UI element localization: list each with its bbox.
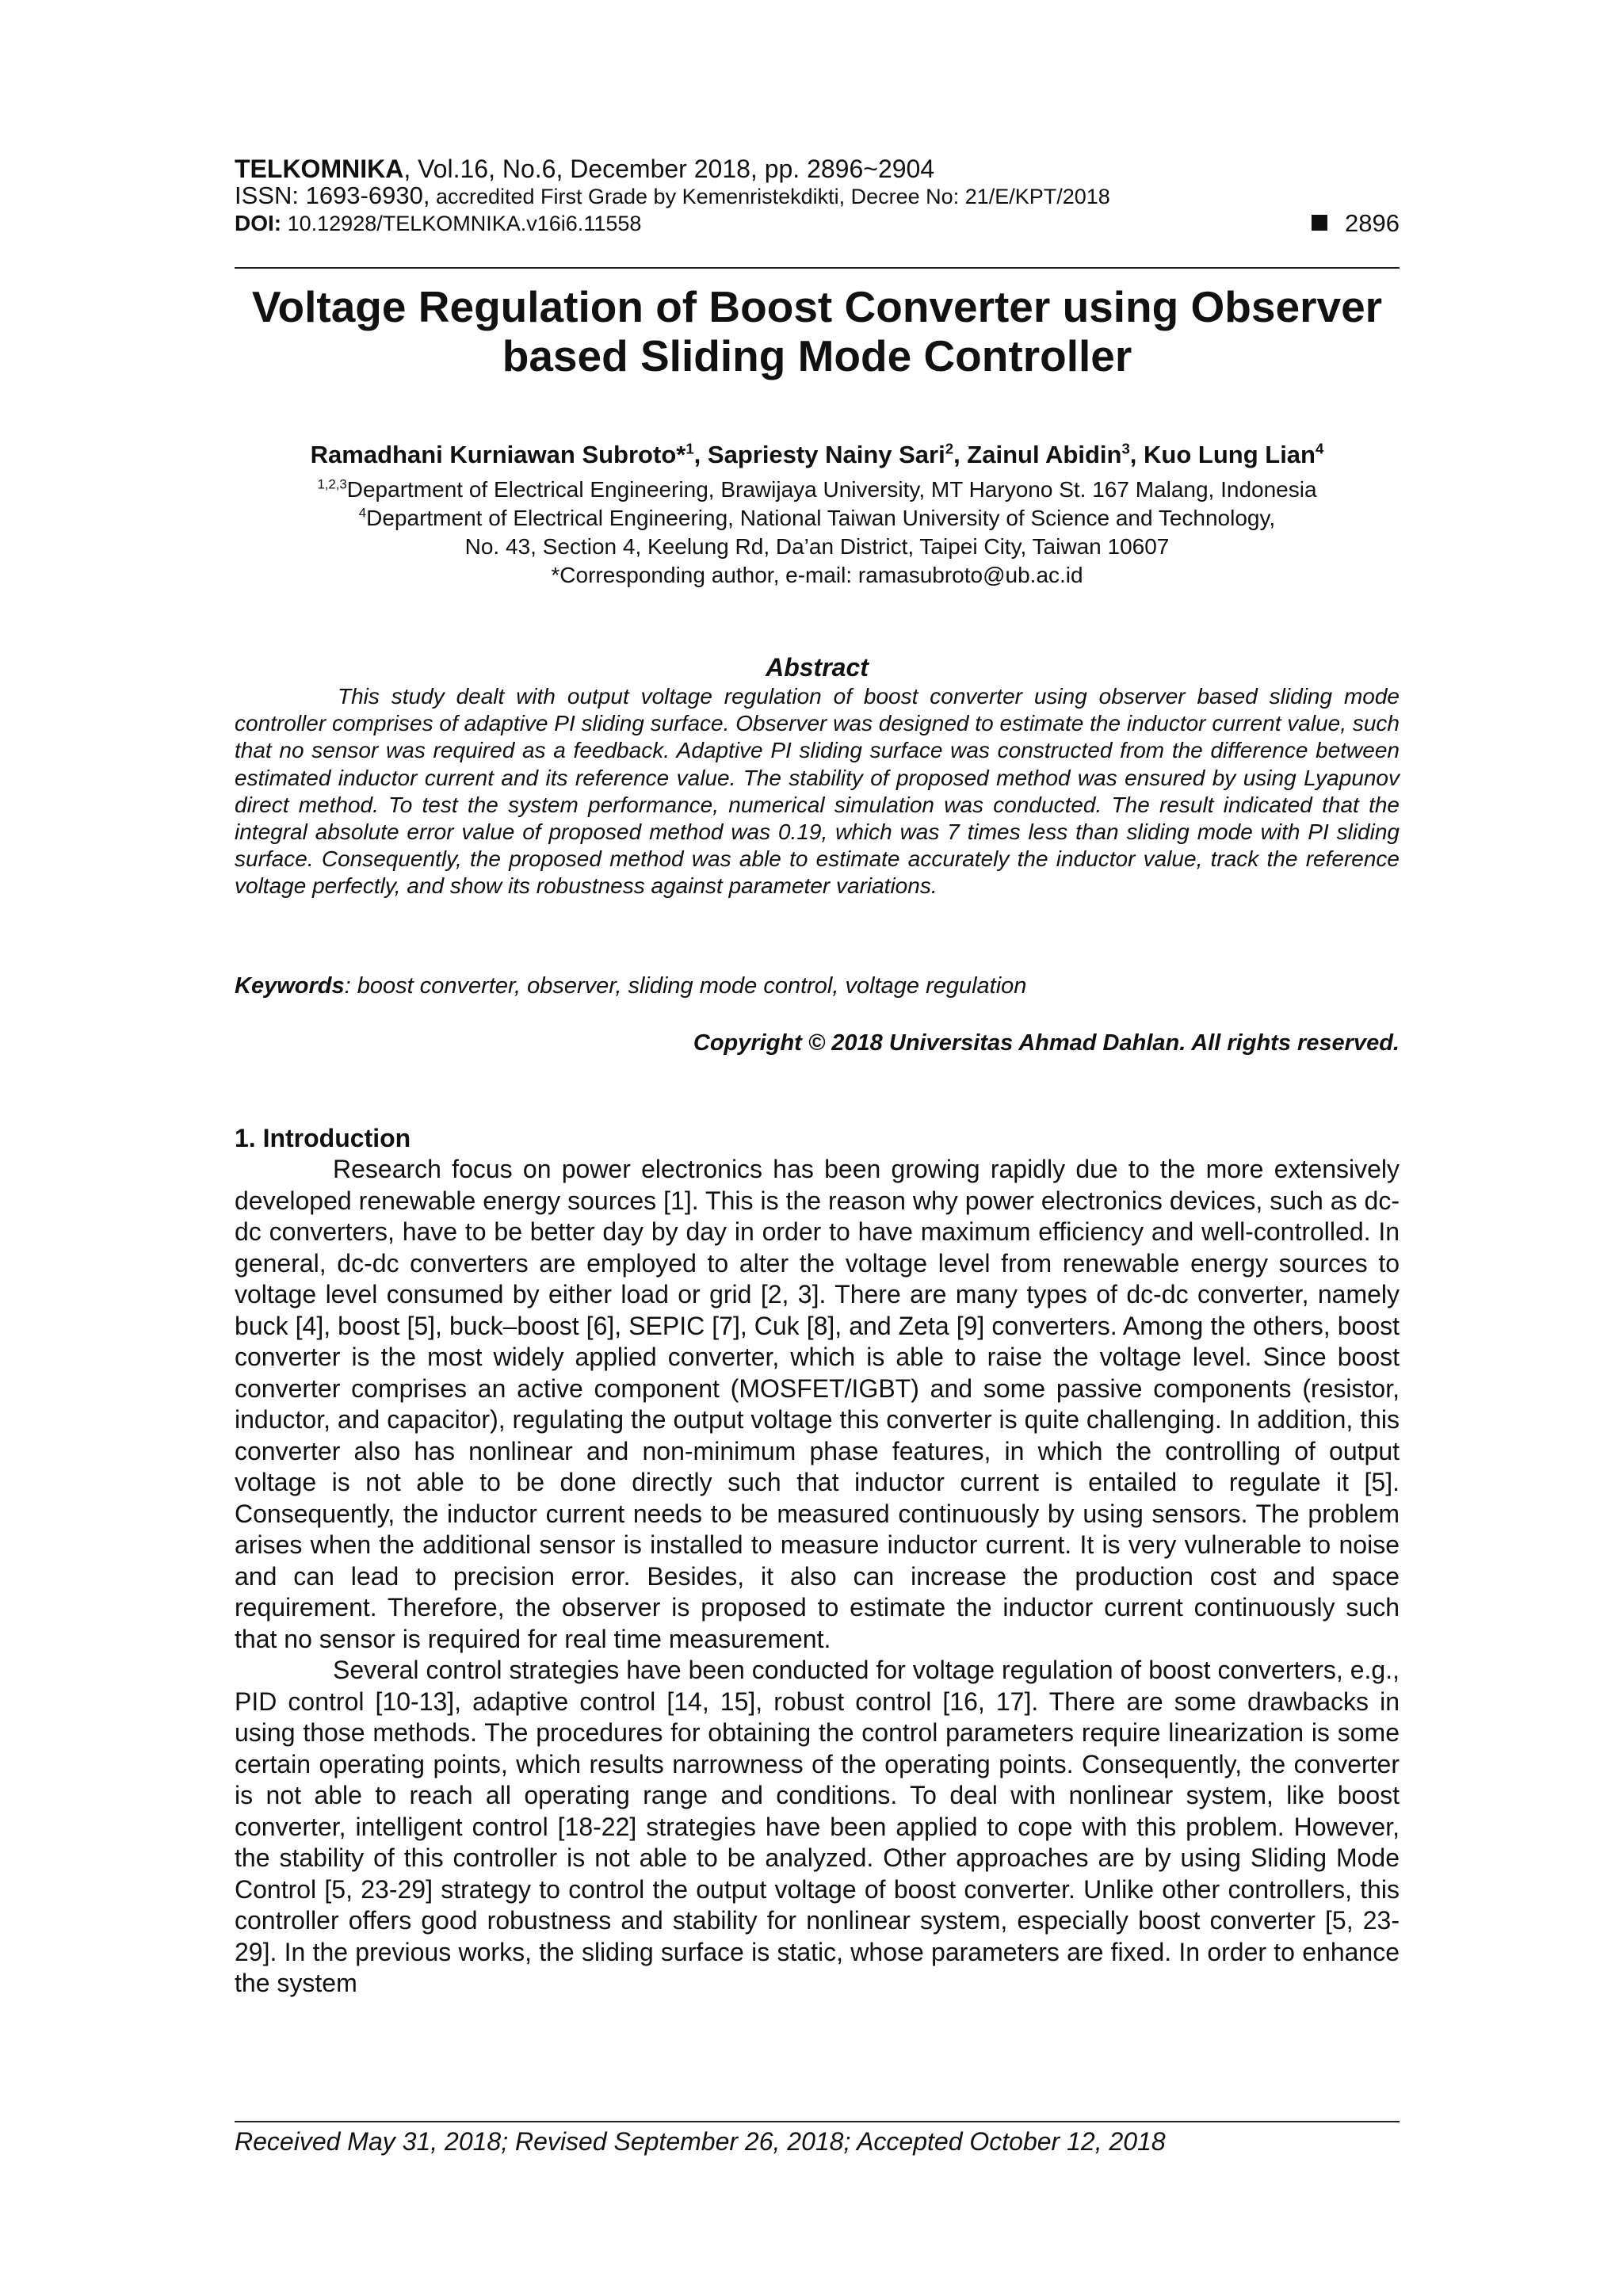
author-3: , Zainul Abidin	[953, 441, 1122, 468]
accreditation: accredited First Grade by Kemenristekdikti, Decree No: 21/E/KPT/2018	[430, 185, 1110, 208]
keywords-text: : boost converter, observer, sliding mode control, voltage regulation	[344, 973, 1027, 999]
volume-info: , Vol.16, No.6, December 2018, pp. 2896~2904	[403, 155, 935, 183]
keywords	[235, 973, 1400, 999]
copyright-notice: Copyright © 2018 Universitas Ahmad Dahlan. All rights reserved.	[693, 1030, 1400, 1056]
paper-title	[235, 282, 1400, 380]
author-1-sup: 1	[685, 440, 694, 457]
body-paragraph: Research focus on power electronics has been growing rapidly due to the more extensively developed renewable energy sources [1]. This is the reason why power electronics devices, such as dc-dc converters, have to be better day by day in order to have maximum efficiency and well-controlled. In general, dc-dc converters are employed to alter the voltage level from renewable energy sources to voltage level consumed by either load or grid [2, 3]. There are many types of dc-dc converter, namely buck [4], boost [5], buck–boost [6], SEPIC [7], Cuk [8], and Zeta [9] converters. Among the others, boost converter is the most widely applied converter, which is able to raise the voltage level. Since boost converter comprises an active component (MOSFET/IGBT) and some passive components (resistor, inductor, and capacitor), regulating the output voltage this converter is quite challenging. In addition, this converter also has nonlinear and non-minimum phase features, in which the controlling of output voltage is not able to be done directly such that inductor current is entailed to regulate it [5]. Consequently, the inductor current needs to be measured continuously by using sensors. The problem arises when the additional sensor is installed to measure inductor current. It is very vulnerable to noise and can lead to precision error. Besides, it also can increase the production cost and space requirement. Therefore, the observer is proposed to estimate the inductor current continuously such that no sensor is required for real time measurement.	[235, 1155, 1400, 1653]
section-heading-introduction: 1. Introduction	[235, 1124, 411, 1152]
journal-name: TELKOMNIKA	[235, 155, 404, 183]
title-line-2: based Sliding Mode Controller	[502, 331, 1132, 380]
footer-rule	[235, 2121, 1400, 2122]
affiliation-2-text: Department of Electrical Engineering, National Taiwan University of Science and Technology,	[366, 506, 1276, 530]
affiliation-1	[235, 476, 1400, 504]
doi-value: 10.12928/TELKOMNIKA.v16i6.11558	[281, 212, 642, 235]
author-2: , Sapriesty Nainy Sari	[693, 441, 945, 468]
page-number: 2896	[1345, 209, 1400, 237]
received-dates: Received May 31, 2018; Revised September 26, 2018; Accepted October 12, 2018	[235, 2127, 1166, 2156]
affiliation-1-sup: 1,2,3	[317, 476, 347, 492]
abstract-heading: Abstract	[766, 653, 869, 682]
keywords-label: Keywords	[235, 973, 345, 999]
author-2-sup: 2	[945, 440, 954, 457]
title-line-1: Voltage Regulation of Boost Converter using Observer	[251, 282, 1383, 331]
affiliation-2	[235, 504, 1400, 533]
abstract-text: This study dealt with output voltage regulation of boost converter using observer based sliding mode controller comprises of adaptive PI sliding surface. Observer was designed to estimate the inductor current value, such that no sensor was required as a feedback. Adaptive PI sliding surface was constructed from the difference between estimated inductor current and its reference value. The stability of proposed method was ensured by using Lyapunov direct method. To test the system performance, numerical simulation was conducted. The result indicated that the integral absolute error value of proposed method was 0.19, which was 7 times less than sliding mode with PI sliding surface. Consequently, the proposed method was able to estimate accurately the inductor value, track the reference voltage perfectly, and show its robustness against parameter variations.	[235, 684, 1400, 899]
author-list	[235, 441, 1400, 469]
doi-label: DOI:	[235, 211, 282, 235]
issn: ISSN: 1693-6930,	[235, 181, 430, 209]
affiliations	[235, 476, 1400, 590]
author-1: Ramadhani Kurniawan Subroto*	[310, 441, 686, 468]
page-number-box	[1312, 210, 1400, 237]
body-paragraph: Several control strategies have been conducted for voltage regulation of boost converters, e.g., PID control [10-13], adaptive control [14, 15], robust control [16, 17]. There are some drawbacks in using those methods. The procedures for obtaining the control parameters require linearization is some certain operating points, which results narrowness of the operating points. Consequently, the converter is not able to reach all operating range and conditions. To deal with nonlinear system, like boost converter, intelligent control [18-22] strategies have been applied to cope with this problem. However, the stability of this controller is not able to be analyzed. Other approaches are by using Sliding Mode Control [5, 23-29] strategy to control the output voltage of boost converter. Unlike other controllers, this controller offers good robustness and stability for nonlinear system, especially boost converter [5, 23-29]. In the previous works, the sliding surface is static, whose parameters are fixed. In order to enhance the system	[235, 1656, 1400, 1997]
square-bullet-icon	[1312, 215, 1327, 231]
header-rule	[235, 267, 1400, 269]
affiliation-2-sup: 4	[358, 505, 367, 521]
introduction-body	[235, 1154, 1400, 2000]
affiliation-1-text: Department of Electrical Engineering, Brawijaya University, MT Haryono St. 167 Malang, Indonesia	[346, 477, 1317, 502]
journal-citation-line	[235, 155, 1400, 182]
author-3-sup: 3	[1121, 440, 1130, 457]
author-4-sup: 4	[1315, 440, 1324, 457]
affiliation-address: No. 43, Section 4, Keelung Rd, Da’an District, Taipei City, Taiwan 10607	[464, 534, 1170, 559]
doi-line	[235, 210, 1400, 237]
journal-header	[235, 155, 1400, 237]
corresponding-author: *Corresponding author, e-mail: ramasubroto@ub.ac.id	[551, 563, 1083, 587]
issn-line	[235, 182, 1400, 210]
author-4: , Kuo Lung Lian	[1129, 441, 1316, 468]
